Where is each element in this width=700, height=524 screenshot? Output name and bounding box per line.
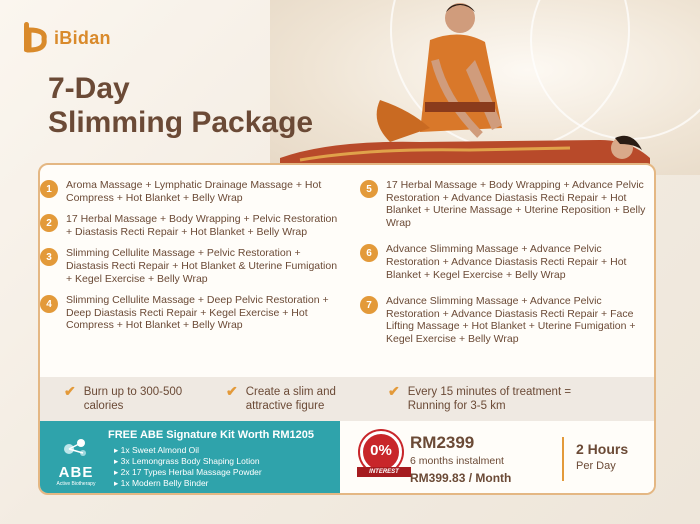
abe-logo-subtitle: Active Biotherapy — [56, 481, 96, 487]
free-kit-item: ▸ 3x Lemongrass Body Shaping Lotion — [114, 456, 260, 466]
zero-interest-badge — [360, 431, 402, 473]
package-item — [40, 179, 340, 204]
package-number-badge: 5 — [360, 180, 378, 198]
free-kit-item: ▸ 1x Modern Belly Binder — [114, 478, 209, 488]
brand-name: iBidan — [54, 27, 111, 48]
package-number-badge: 1 — [40, 180, 58, 198]
benefit-item — [376, 385, 571, 413]
package-item — [360, 179, 648, 229]
benefit-line: Create a slim and — [245, 386, 336, 398]
package-description: Advance Slimming Massage + Advance Pelvic Restoration + Advance Diastasis Recti Repair + Face Lifting Massage + Hot Blanket + Uterine Fumigation + Kegel Exercise + Belly Wrap — [386, 295, 636, 345]
monthly-price: RM399.83 / Month — [410, 471, 512, 485]
package-description: Aroma Massage + Lymphatic Drainage Massage + Hot Compress + Hot Blanket + Belly Wrap — [66, 179, 322, 204]
badge-percentage: 0% — [370, 442, 392, 459]
free-kit-panel — [40, 421, 340, 495]
package-list-left — [40, 179, 340, 341]
package-number-badge: 6 — [360, 244, 378, 262]
title-line-2: Slimming Package — [48, 106, 314, 139]
package-number-badge: 7 — [360, 296, 378, 314]
package-item — [40, 247, 340, 285]
package-item — [360, 243, 648, 281]
benefit-line: Burn up to 300-500 — [83, 386, 183, 398]
package-card — [38, 163, 656, 495]
session-frequency: Per Day — [576, 460, 616, 472]
abe-logo — [54, 437, 98, 487]
molecule-icon — [61, 437, 91, 459]
benefit-item — [208, 385, 376, 413]
benefit-item — [40, 385, 208, 413]
benefit-line: attractive figure — [245, 400, 325, 412]
benefits-bar — [40, 377, 656, 421]
instalment-text: 6 months instalment — [410, 455, 504, 467]
brand-logo — [22, 22, 111, 54]
free-kit-item: ▸ 1x Sweet Almond Oil — [114, 445, 200, 455]
check-icon: ✔ — [64, 383, 76, 399]
price-divider — [562, 437, 564, 481]
package-description: 17 Herbal Massage + Body Wrapping + Pelvic Restoration + Diastasis Recti Repair + Hot Blanket + Belly Wrap — [66, 213, 338, 238]
free-kit-list — [114, 445, 262, 489]
package-description: Advance Slimming Massage + Advance Pelvic Restoration + Advance Diastasis Recti Repair + Hot Blanket + Kegel Exercise + Belly Wrap — [386, 243, 627, 281]
massage-scene-illustration — [270, 0, 670, 170]
package-number-badge: 3 — [40, 248, 58, 266]
badge-ribbon: INTEREST — [357, 467, 411, 477]
package-description: 17 Herbal Massage + Body Wrapping + Advance Pelvic Restoration + Advance Diastasis Recti Repair + Hot Blanket + Uterine Massage + Uterine Reposition + Belly Wrap — [386, 179, 646, 229]
pricing-panel — [340, 421, 656, 495]
benefit-line: calories — [83, 400, 124, 412]
package-description: Slimming Cellulite Massage + Pelvic Restoration + Diastasis Recti Repair + Hot Blanket & Uterine Fumigation + Kegel Exercise + Belly Wrap — [66, 247, 338, 285]
page-title — [48, 72, 313, 140]
check-icon: ✔ — [226, 383, 238, 399]
abe-logo-word: ABE — [58, 464, 94, 481]
check-icon: ✔ — [388, 383, 400, 399]
package-item — [40, 294, 340, 332]
free-kit-title: FREE ABE Signature Kit Worth RM1205 — [108, 429, 314, 441]
session-duration: 2 Hours — [576, 441, 629, 457]
price-total: RM2399 — [410, 433, 475, 452]
benefit-line: Running for 3-5 km — [407, 400, 506, 412]
ibidan-logo-icon — [22, 22, 48, 54]
package-number-badge: 4 — [40, 295, 58, 313]
benefit-line: Every 15 minutes of treatment = — [407, 386, 572, 398]
title-line-1: 7-Day — [48, 72, 130, 105]
package-list-right — [360, 179, 648, 355]
package-description: Slimming Cellulite Massage + Deep Pelvic Restoration + Deep Diastasis Recti Repair + Kegel Exercise + Hot Compress + Hot Blanket + Belly Wrap — [66, 294, 329, 332]
free-kit-item: ▸ 2x 17 Types Herbal Massage Powder — [114, 467, 262, 477]
package-item — [40, 213, 340, 238]
package-item — [360, 295, 648, 345]
package-number-badge: 2 — [40, 214, 58, 232]
